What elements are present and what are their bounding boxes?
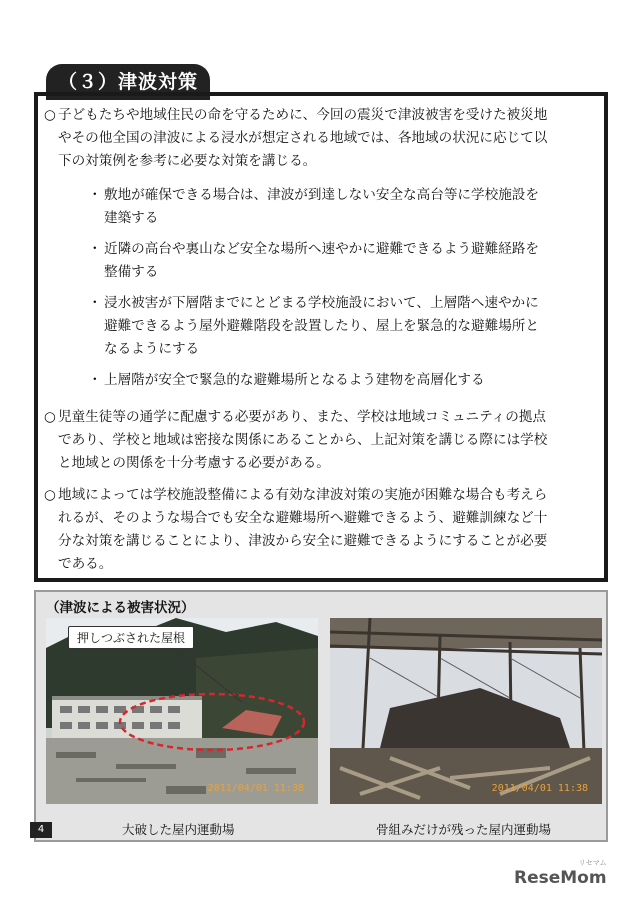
paragraph-line: である。 [58, 556, 113, 572]
list-item-line: 敷地が確保できる場合は、津波が到達しない安全な高台等に学校施設を [104, 187, 539, 203]
list-item [88, 292, 588, 361]
photo-panel-title: （津波による被害状況） [46, 600, 195, 616]
callout-label: 押しつぶされた屋根 [68, 626, 194, 649]
paragraph-line: 分な対策を講じることにより、津波から安全に避難できるようにすることが必要 [58, 533, 548, 549]
list-item [88, 238, 588, 284]
list-item-line: なるようにする [104, 341, 200, 357]
photo-caption-right: 骨組みだけが残った屋内運動場 [376, 822, 552, 837]
gym-frame-image [330, 618, 602, 804]
resemom-logo [514, 859, 607, 888]
damage-photo-panel [34, 590, 608, 842]
photo-gym-frame [330, 618, 602, 804]
paragraph-intro [44, 104, 598, 173]
bullet-dot: ・ [88, 372, 102, 388]
list-item [88, 369, 588, 392]
list-item-line: 浸水被害が下層階までにとどまる学校施設において、上層階へ速やかに [104, 295, 539, 311]
paragraph-line: れるが、そのような場合でも安全な避難場所へ避難できるよう、避難訓練など十 [58, 510, 548, 526]
photo-timestamp: 2011/04/01 11:38 [491, 783, 588, 794]
photo-timestamp: 2011/04/01 11:38 [207, 783, 304, 794]
list-item-line: 近隣の高台や裏山など安全な場所へ速やかに避難できるよう避難経路を [104, 241, 539, 257]
photo-caption-left: 大破した屋内運動場 [122, 822, 235, 837]
circle-mark: ○ [44, 409, 56, 425]
list-item-line: 建築する [104, 210, 159, 226]
bullet-dot: ・ [88, 295, 102, 311]
paragraph-line: と地域との関係を十分考慮する必要がある。 [58, 455, 330, 471]
list-item [88, 184, 588, 230]
paragraph-line: 下の対策例を参考に必要な対策を講じる。 [58, 153, 317, 169]
logo-subtext: リセマム [578, 859, 607, 867]
bullet-dot: ・ [88, 241, 102, 257]
paragraph-line: 地域によっては学校施設整備による有効な津波対策の実施が困難な場合も考えら [58, 487, 548, 503]
countermeasure-list [88, 184, 588, 400]
paragraph-community [44, 406, 598, 475]
photo-damaged-gym [46, 618, 318, 804]
paragraph-line: 子どもたちや地域住民の命を守るために、今回の震災で津波被害を受けた被災地 [58, 107, 548, 123]
section-title: （３）津波対策 [46, 64, 210, 100]
list-item-line: 整備する [104, 264, 159, 280]
paragraph-line: 児童生徒等の通学に配慮する必要があり、また、学校は地域コミュニティの拠点 [58, 409, 547, 425]
circle-mark: ○ [44, 107, 56, 123]
bullet-dot: ・ [88, 187, 102, 203]
circle-mark: ○ [44, 487, 56, 503]
list-item-line: 避難できるよう屋外避難階段を設置したり、屋上を緊急的な避難場所と [104, 318, 539, 334]
paragraph-evacuation [44, 484, 598, 576]
logo-text: ReseMom [514, 868, 607, 888]
paragraph-line: やその他全国の津波による浸水が想定される地域では、各地域の状況に応じて以 [58, 130, 548, 146]
list-item-line: 上層階が安全で緊急的な避難場所となるよう建物を高層化する [104, 372, 485, 388]
page-number: 4 [30, 822, 52, 838]
paragraph-line: であり、学校と地域は密接な関係にあることから、上記対策を講じる際には学校 [58, 432, 548, 448]
